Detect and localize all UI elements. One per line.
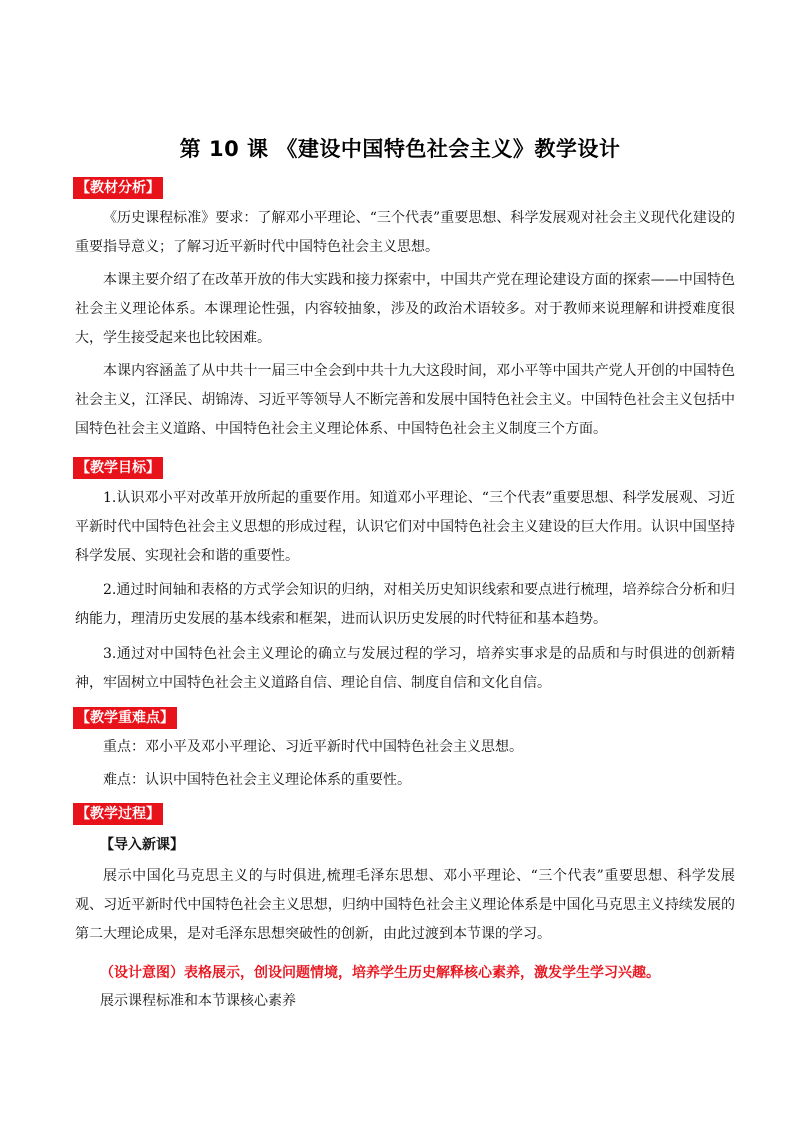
goal-item-2: 2.通过时间轴和表格的方式学会知识的归纳，对相关历史知识线索和要点进行梳理，培养综合分析和归纳能力，理清历史发展的基本线索和框架，进而认识历史发展的时代特征和基本趋势。 <box>75 582 735 627</box>
goal-item-1: 1.认识邓小平对改革开放所起的重要作用。知道邓小平理论、“三个代表”重要思想、科学发展观、习近平新时代中国特色社会主义思想的形成过程，认识它们对中国特色社会主义建设的巨大作用。认识中国坚持科学发展、实现社会和谐的重要性。 <box>75 490 735 564</box>
analysis-paragraph-1: 《历史课程标准》要求：了解邓小平理论、“三个代表”重要思想、科学发展观对社会主义现代化建设的重要指导意义；了解习近平新时代中国特色社会主义思想。 <box>75 210 735 255</box>
section-tag-keypoints: 【教学重难点】 <box>73 707 177 729</box>
analysis-paragraph-2: 本课主要介绍了在改革开放的伟大实践和接力探索中，中国共产党在理论建设方面的探索——中国特色社会主义理论体系。本课理论性强，内容较抽象，涉及的政治术语较多。对于教师来说理解和讲授难度很大，学生接受起来也比较困难。 <box>75 272 735 346</box>
design-intent-text: （设计意图）表格展示，创设问题情境，培养学生历史解释核心素养，激发学生学习兴趣。 <box>100 965 660 981</box>
subsection-intro-title: 【导入新课】 <box>100 837 184 853</box>
difficulty-text: 难点：认识中国特色社会主义理论体系的重要性。 <box>103 772 411 788</box>
last-line-text: 展示课程标准和本节课核心素养 <box>100 993 296 1009</box>
goal-item-3: 3.通过对中国特色社会主义理论的确立与发展过程的学习，培养实事求是的品质和与时俱进的创新精神，牢固树立中国特色社会主义道路自信、理论自信、制度自信和文化自信。 <box>75 646 735 691</box>
section-tag-goals: 【教学目标】 <box>73 457 163 479</box>
section-tag-analysis: 【教材分析】 <box>73 177 163 199</box>
page-title: 第 10 课 《建设中国特色社会主义》教学设计 <box>179 137 621 161</box>
analysis-paragraph-3: 本课内容涵盖了从中共十一届三中全会到中共十九大这段时间，邓小平等中国共产党人开创的中国特色社会主义，江泽民、胡锦涛、习近平等领导人不断完善和发展中国特色社会主义。中国特色社会主义包括中国特色社会主义道路、中国特色社会主义理论体系、中国特色社会主义制度三个方面。 <box>75 363 735 437</box>
section-tag-process: 【教学过程】 <box>73 803 163 825</box>
key-point-text: 重点：邓小平及邓小平理论、习近平新时代中国特色社会主义思想。 <box>103 739 523 755</box>
intro-paragraph: 展示中国化马克思主义的与时俱进,梳理毛泽东思想、邓小平理论、“三个代表”重要思想、科学发展观、习近平新时代中国特色社会主义思想，归纳中国特色社会主义理论体系是中国化马克思主义持续发展的第二大理论成果，是对毛泽东思想突破性的创新，由此过渡到本节课的学习。 <box>75 868 735 942</box>
